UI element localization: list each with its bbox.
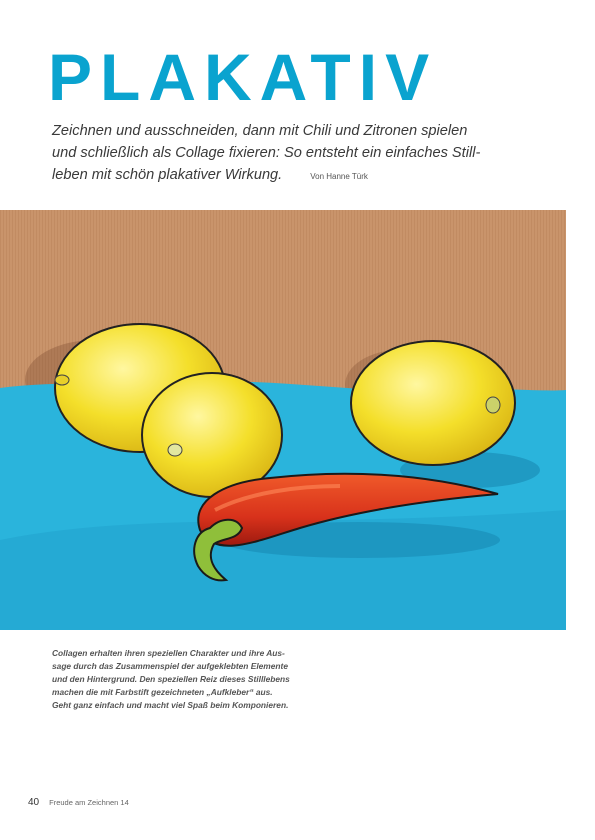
page-title: PLAKATIV	[48, 40, 438, 114]
image-caption	[52, 647, 312, 712]
caption-line: Collagen erhalten ihren speziellen Charakter und ihre Aus-	[52, 648, 285, 658]
lemon-right	[351, 341, 515, 465]
publication-name: Freude am Zeichnen 14	[49, 798, 129, 807]
page-number: 40	[28, 797, 40, 808]
intro-line: Zeichnen und ausschneiden, dann mit Chili und Zitronen spielen	[52, 123, 468, 139]
collage-artwork	[0, 210, 566, 630]
caption-line: Geht ganz einfach und macht viel Spaß beim Komponieren.	[52, 700, 289, 710]
intro-text	[52, 120, 492, 188]
author-byline: Von Hanne Türk	[310, 172, 368, 181]
still-life-illustration	[0, 210, 566, 630]
intro-line: und schließlich als Collage fixieren: So entsteht ein einfaches Still-	[52, 145, 481, 161]
caption-line: und den Hintergrund. Den speziellen Reiz dieses Stilllebens	[52, 674, 290, 684]
intro-line-text: leben mit schön plakativer Wirkung.	[52, 167, 283, 183]
intro-line	[52, 164, 492, 188]
page-footer	[28, 797, 129, 808]
caption-line: sage durch das Zusammenspiel der aufgeklebten Elemente	[52, 661, 288, 671]
caption-line: machen die mit Farbstift gezeichneten „Aufkleber“ aus.	[52, 687, 273, 697]
